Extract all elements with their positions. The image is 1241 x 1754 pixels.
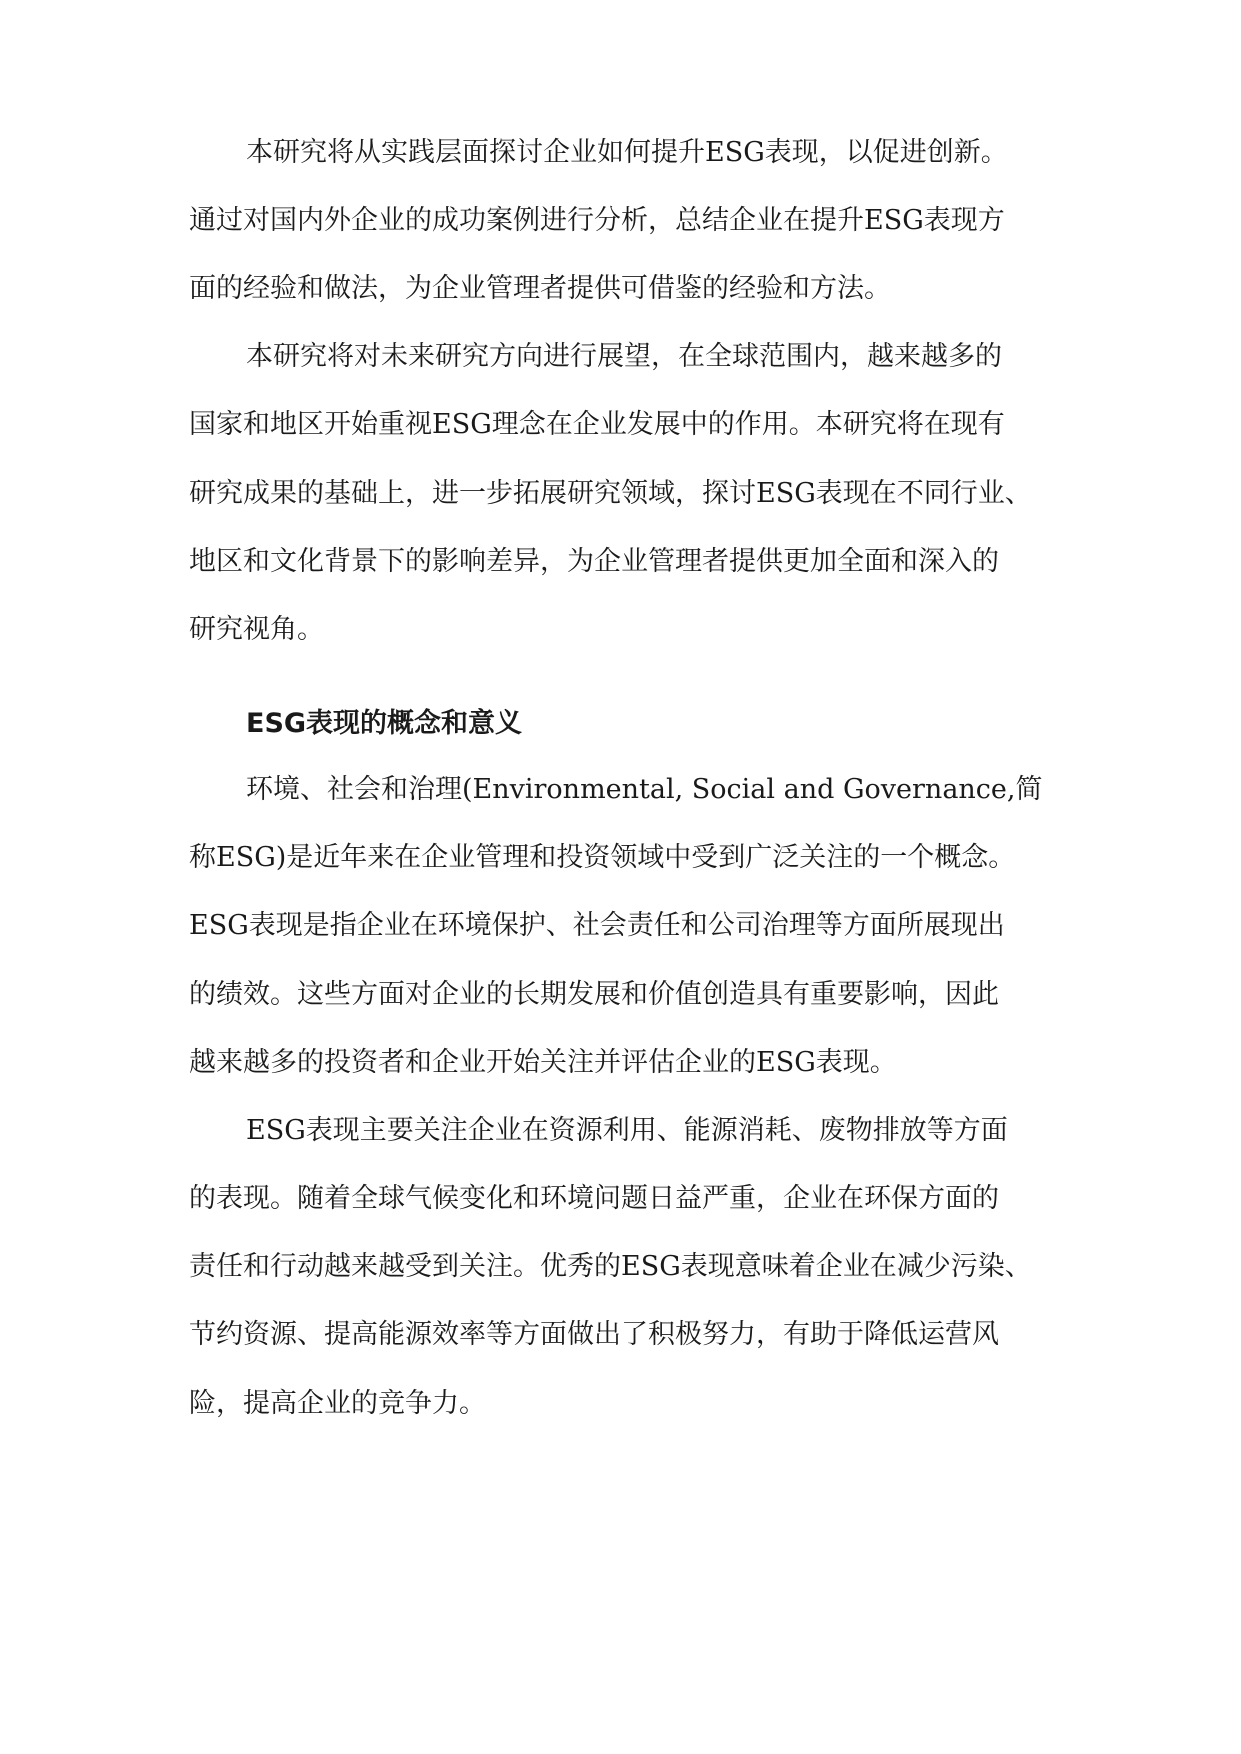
paragraph-line: 本研究将对未来研究方向进行展望，在全球范围内，越来越多的 [246,341,1002,372]
paragraph-line: 责任和行动越来越受到关注。优秀的ESG表现意味着企业在减少污染、 [189,1251,1032,1282]
paragraph-line: 研究成果的基础上，进一步拓展研究领域，探讨ESG表现在不同行业、 [189,478,1032,509]
paragraph-line: 的表现。随着全球气候变化和环境问题日益严重，企业在环保方面的 [189,1183,999,1214]
paragraph-line: 越来越多的投资者和企业开始关注并评估企业的ESG表现。 [189,1047,897,1078]
paragraph-line: 称ESG)是近年来在企业管理和投资领域中受到广泛关注的一个概念。 [189,842,1016,873]
section-heading: ESG表现的概念和意义 [246,708,523,739]
paragraph-line: 国家和地区开始重视ESG理念在企业发展中的作用。本研究将在现有 [189,409,1005,440]
paragraph-line: 节约资源、提高能源效率等方面做出了积极努力，有助于降低运营风 [189,1319,999,1350]
paragraph-line: 面的经验和做法，为企业管理者提供可借鉴的经验和方法。 [189,273,891,304]
paragraph-line: 研究视角。 [189,614,324,645]
paragraph-line: 通过对国内外企业的成功案例进行分析，总结企业在提升ESG表现方 [189,205,1005,236]
paragraph-line: 的绩效。这些方面对企业的长期发展和价值创造具有重要影响，因此 [189,979,999,1010]
paragraph-line: 地区和文化背景下的影响差异，为企业管理者提供更加全面和深入的 [189,546,999,577]
paragraph-line: ESG表现是指企业在环境保护、社会责任和公司治理等方面所展现出 [189,910,1005,941]
paragraph-line: 本研究将从实践层面探讨企业如何提升ESG表现，以促进创新。 [246,137,1008,168]
paragraph-line: ESG表现主要关注企业在资源利用、能源消耗、废物排放等方面 [246,1115,1008,1146]
paragraph-line: 险，提高企业的竞争力。 [189,1388,486,1419]
paragraph-line: 环境、社会和治理(Environmental, Social and Governance,简 [246,774,1043,805]
